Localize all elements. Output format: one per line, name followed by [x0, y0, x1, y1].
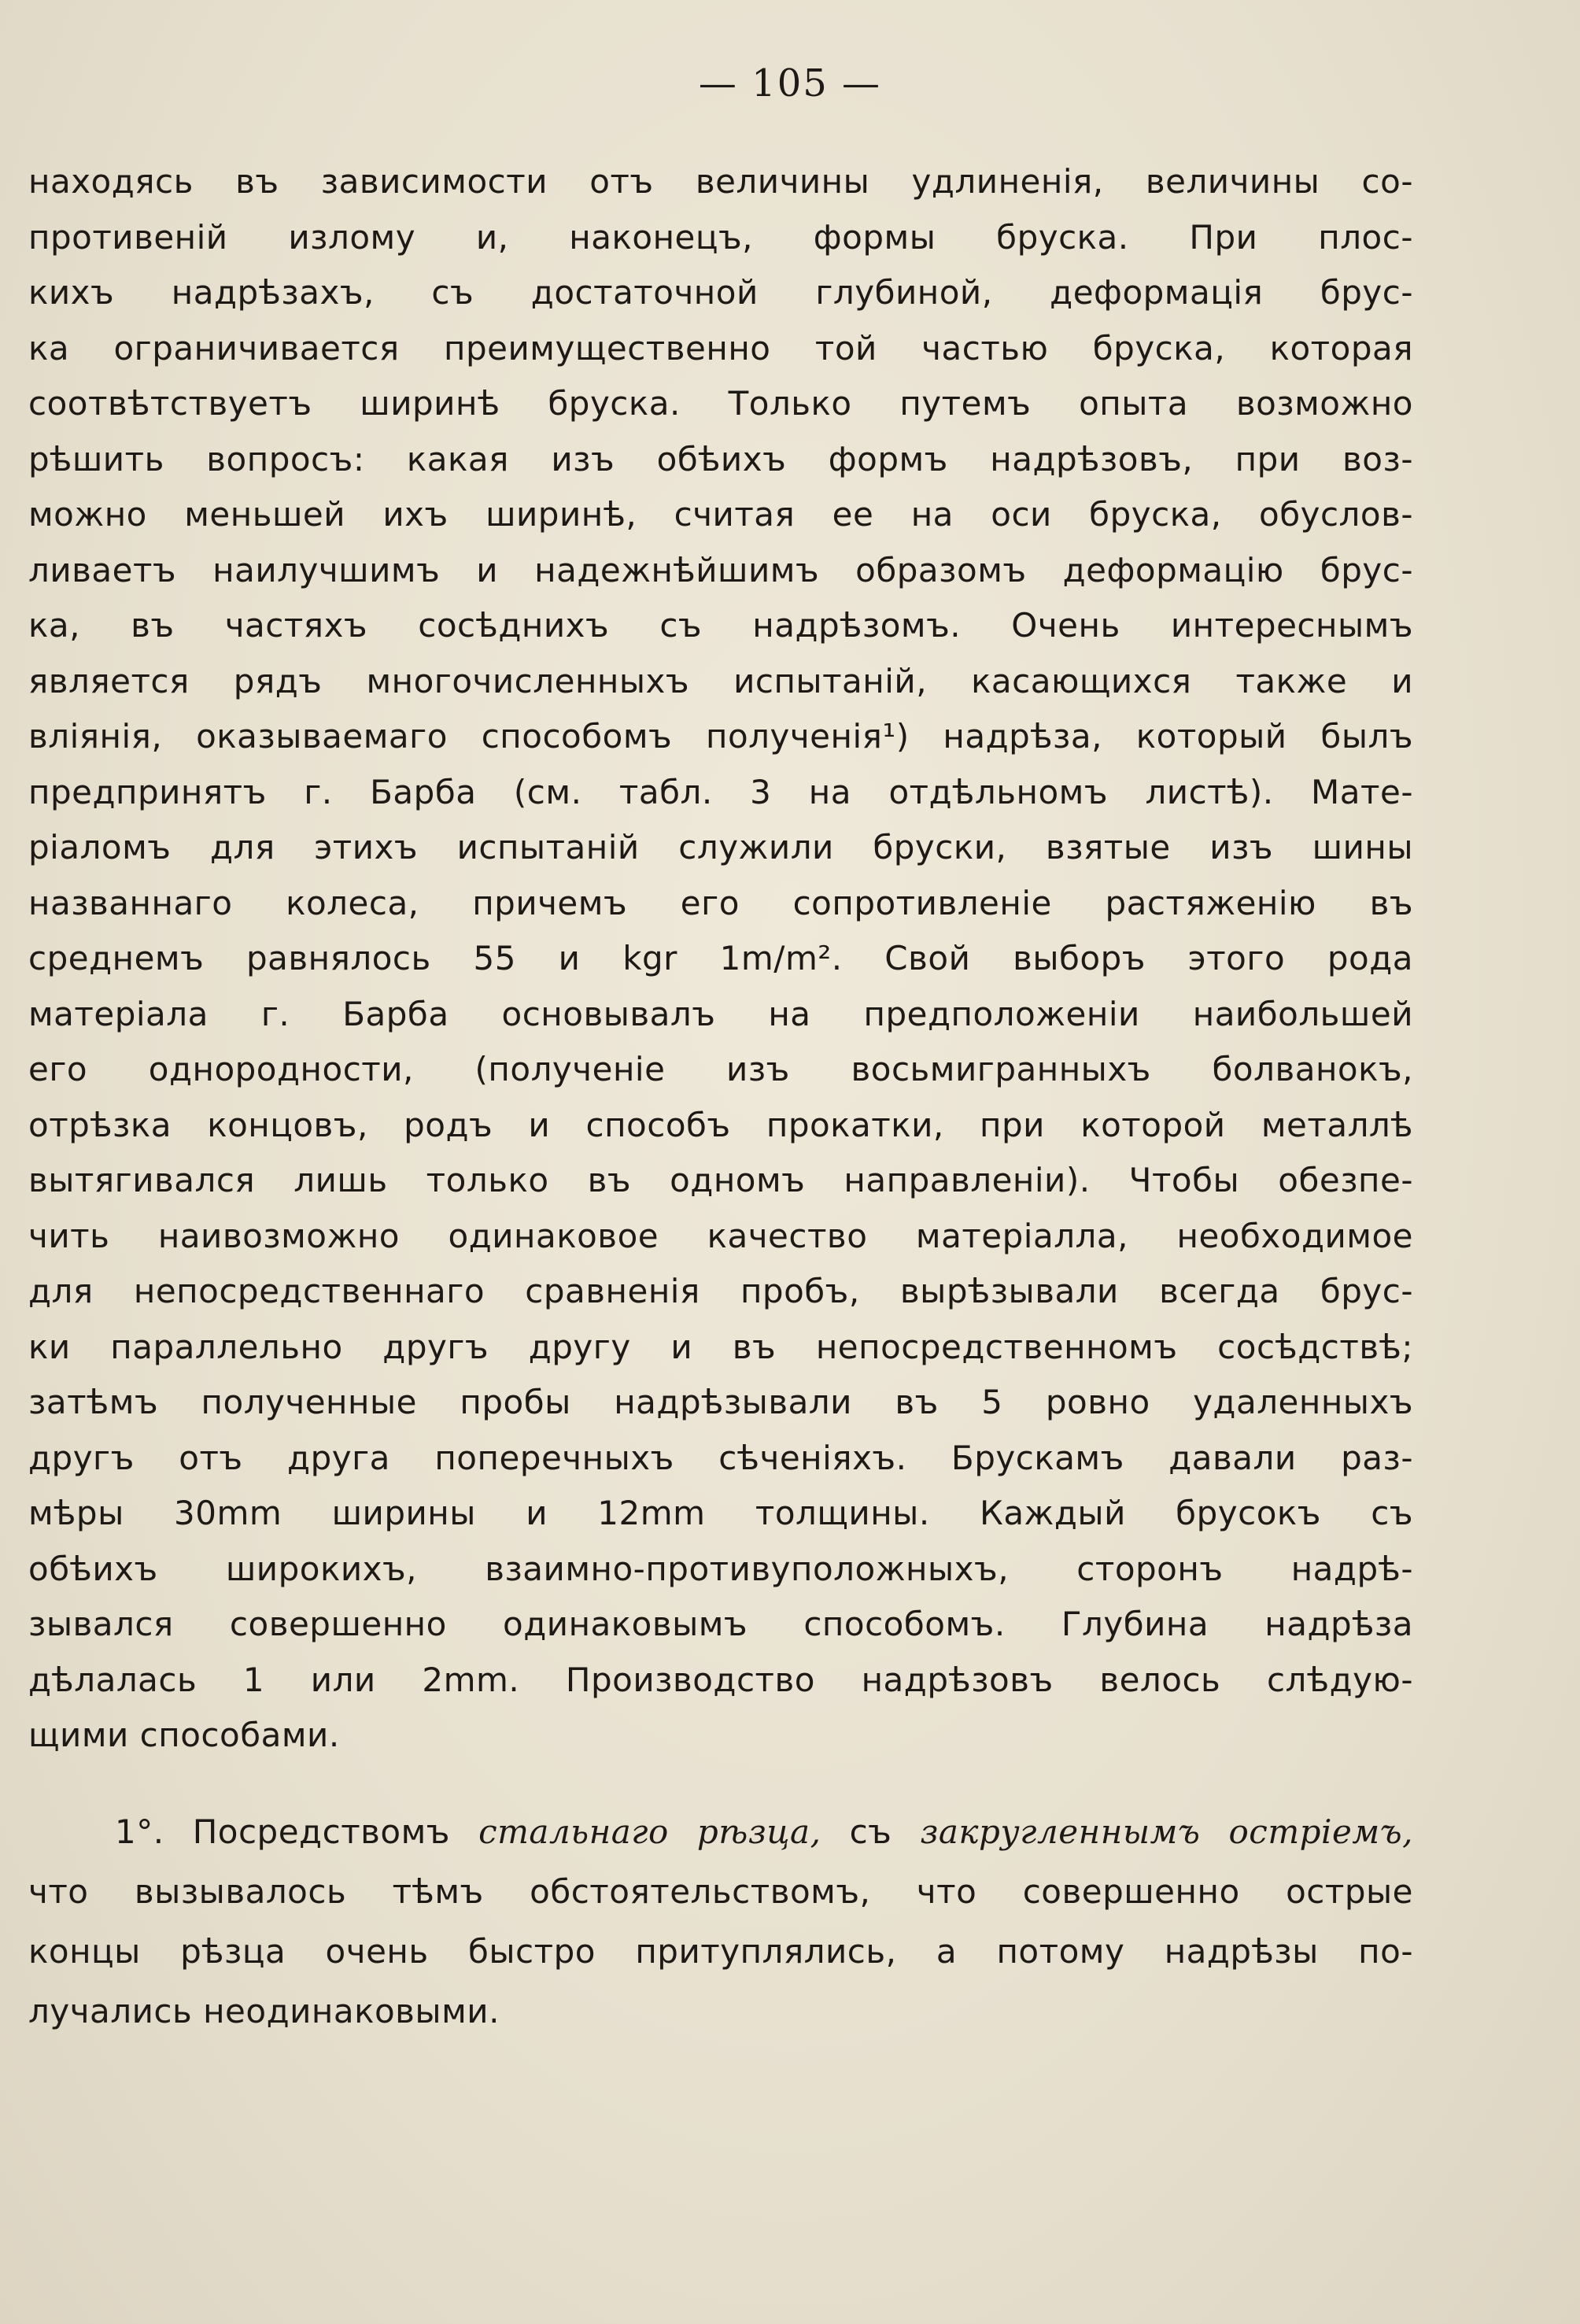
text-line: можно меньшей ихъ ширинѣ, считая ее на оси бруска, обуслов- — [28, 495, 1413, 534]
text-line: зывался совершенно одинаковымъ способомъ. Глубина надрѣза — [28, 1605, 1413, 1643]
text-line: ливаетъ наилучшимъ и надежнѣйшимъ образомъ деформацію брус- — [28, 550, 1413, 589]
text-line: вытягивался лишь только въ одномъ направленіи). Чтобы обезпе- — [28, 1161, 1413, 1199]
text-line: концы рѣзца очень быстро притуплялись, а потому надрѣзы по- — [28, 1932, 1413, 1971]
text-line: соотвѣтствуетъ ширинѣ бруска. Только путемъ опыта возможно — [28, 384, 1413, 423]
text-line: дѣлалась 1 или 2mm. Производство надрѣзовъ велось слѣдую- — [28, 1660, 1413, 1699]
text-line: ка, въ частяхъ сосѣднихъ съ надрѣзомъ. Очень интереснымъ — [28, 606, 1413, 645]
text-line: рѣшить вопросъ: какая изъ обѣихъ формъ надрѣзовъ, при воз- — [28, 439, 1413, 478]
text-line: кихъ надрѣзахъ, съ достаточной глубиной, деформація брус- — [28, 273, 1413, 312]
lead-text: Посредствомъ — [192, 1812, 450, 1851]
paragraph-1 — [28, 154, 1413, 1764]
page-number: — 105 — — [698, 61, 882, 105]
text-line-first — [28, 1802, 1413, 1862]
text-line: мѣры 30mm ширины и 12mm толщины. Каждый брусокъ съ — [28, 1494, 1413, 1532]
text-line: отрѣзка концовъ, родъ и способъ прокатки, при которой металлѣ — [28, 1105, 1413, 1144]
mid-text: съ — [849, 1812, 892, 1851]
emphasis-text: стальнаго рѣзца, — [478, 1812, 821, 1851]
text-line: среднемъ равнялось 55 и kgr 1m/m². Свой выборъ этого рода — [28, 939, 1413, 977]
paragraph-2 — [28, 1802, 1413, 2041]
text-line: вліянія, оказываемаго способомъ полученія¹) надрѣза, который былъ — [28, 717, 1413, 756]
text-line: щими способами. — [28, 1716, 340, 1754]
text-line: что вызывалось тѣмъ обстоятельствомъ, что совершенно острые — [28, 1872, 1413, 1911]
text-line: является рядъ многочисленныхъ испытаній, касающихся также и — [28, 661, 1413, 700]
text-line: противеній излому и, наконецъ, формы бруска. При плос- — [28, 217, 1413, 257]
list-marker: 1°. — [115, 1812, 164, 1851]
text-line: лучались неодинаковыми. — [28, 1992, 500, 2030]
text-line: матеріала г. Барба основывалъ на предположеніи наибольшей — [28, 994, 1413, 1033]
text-line: затѣмъ полученные пробы надрѣзывали въ 5 ровно удаленныхъ — [28, 1383, 1413, 1421]
text-line: ка ограничивается преимущественно той частью бруска, которая — [28, 328, 1413, 368]
text-line: чить наивозможно одинаковое качество матеріалла, необходимое — [28, 1216, 1413, 1255]
text-line: другъ отъ друга поперечныхъ сѣченіяхъ. Брускамъ давали раз- — [28, 1438, 1413, 1477]
text-line: ки параллельно другъ другу и въ непосредственномъ сосѣдствѣ; — [28, 1327, 1413, 1366]
text-line: для непосредственнаго сравненія пробъ, вырѣзывали всегда брус- — [28, 1272, 1413, 1310]
text-line: предпринятъ г. Барба (см. табл. 3 на отдѣльномъ листѣ). Мате- — [28, 772, 1413, 811]
emphasis-text: закругленнымъ остріемъ, — [920, 1812, 1413, 1851]
text-line: находясь въ зависимости отъ величины удлиненія, величины со- — [28, 162, 1413, 201]
text-line: обѣихъ широкихъ, взаимно-противуположныхъ, сторонъ надрѣ- — [28, 1549, 1413, 1588]
text-line: его однородности, (полученіе изъ восьмигранныхъ болванокъ, — [28, 1050, 1413, 1088]
text-line: названнаго колеса, причемъ его сопротивленіе растяженію въ — [28, 883, 1413, 922]
text-line: ріаломъ для этихъ испытаній служили бруски, взятые изъ шины — [28, 828, 1413, 866]
